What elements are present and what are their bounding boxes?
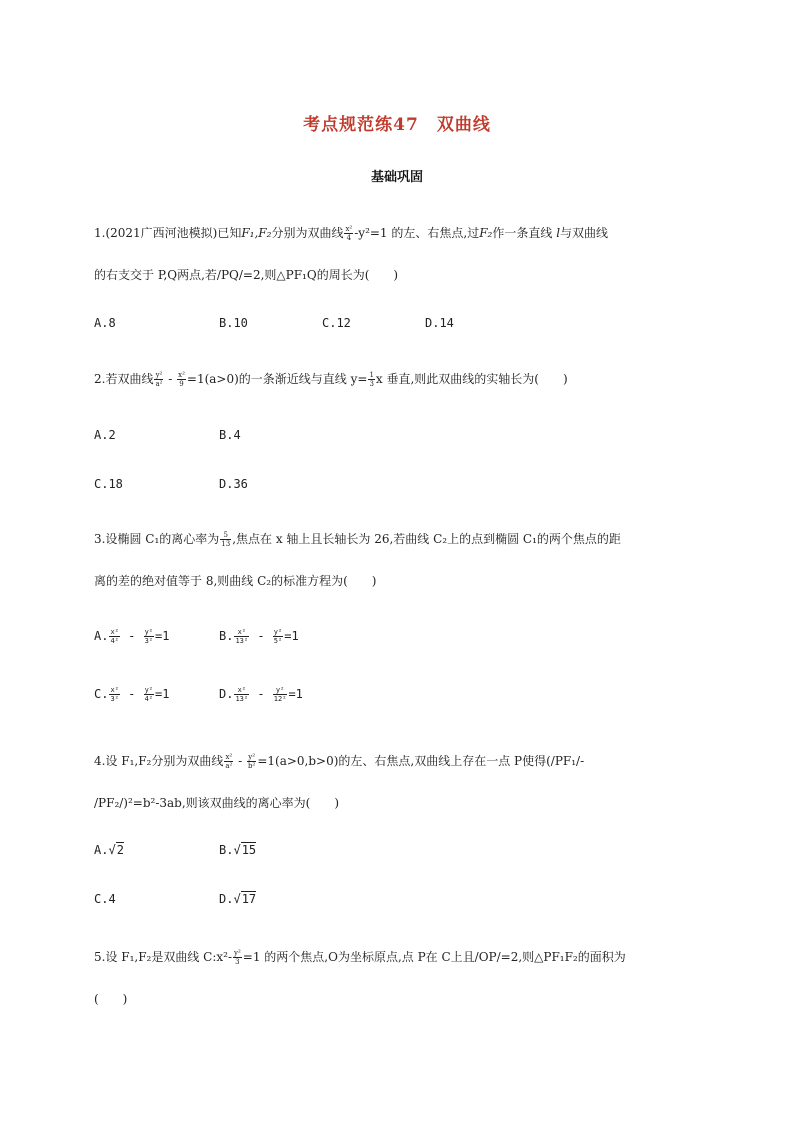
q1-text: 1.(2021广西河池模拟)已知 [94, 226, 242, 240]
q4-option-c: C.4 [94, 892, 116, 906]
q3-option-c: C. $\frac{\text{x²}}{\text{3²}}$ - $\frac{\text{y²}}{\text{4²}}$ =1 [94, 686, 170, 703]
q1-text: 分别为双曲线 [271, 226, 344, 240]
q3-option-d: D. $\frac{\text{x²}}{\text{13²}}$ - $\frac{\text{y²}}{\text{12²}}$ =1 [219, 686, 303, 703]
q2-fraction-1: $\frac{\text{y²}}{\text{a²}}$ [155, 371, 163, 388]
q2-option-c: C.18 [94, 477, 123, 491]
q4-fraction-2: $\frac{\text{y²}}{\text{b²}}$ [248, 753, 256, 770]
q5-fraction: $\frac{\text{y²}}{3}$ [234, 949, 241, 966]
q2-option-b: B.4 [219, 428, 241, 442]
question-2-line-1: 2.若双曲线 $\frac{\text{y²}}{\text{a²}}$ - $\frac{\text{x²}}{9}$ =1(a>0)的一条渐近线与直线 y= $\frac{1}{3}$ x 垂直,则此双曲线的实轴长为( ) [94, 371, 568, 388]
q2-option-d: D.36 [219, 477, 248, 491]
question-3-line-2: 离的差的绝对值等于 8,则曲线 C₂的标准方程为( ) [94, 574, 377, 588]
question-3-line-1: 3.设椭圆 C₁的离心率为 $\frac{5}{13}$ ,焦点在 x 轴上且长轴长为 26,若曲线 C₂上的点到椭圆 C₁的两个焦点的距 [94, 531, 621, 548]
q2-fraction-3: $\frac{1}{3}$ [369, 371, 374, 388]
q4-option-a: A.√2 [94, 843, 124, 857]
q1-fraction: $\frac{\text{x²}}{4}$ [345, 225, 353, 242]
q1-option-c: C.12 [322, 316, 351, 330]
question-5-line-1: 5.设 F₁,F₂是双曲线 C:x²- $\frac{\text{y²}}{3}$ =1 的两个焦点,O为坐标原点,点 P在 C上且/OP/=2,则△PF₁F₂的面积为 [94, 949, 626, 966]
q3-option-b: B. $\frac{\text{x²}}{\text{13²}}$ - $\frac{\text{y²}}{\text{5²}}$ =1 [219, 628, 299, 645]
q4-option-b: B.√15 [219, 843, 257, 857]
page-title: 考点规范练47 双曲线 [303, 115, 491, 135]
q4-option-d: D.√17 [219, 892, 257, 906]
q1-option-d: D.14 [425, 316, 454, 330]
q1-option-b: B.10 [219, 316, 248, 330]
question-5-line-2: ( ) [94, 992, 128, 1006]
q1-text: 作一条直线 [492, 226, 553, 240]
q1-l: l [556, 226, 561, 240]
q1-option-a: A.8 [94, 316, 116, 330]
q4-fraction-1: $\frac{\text{x²}}{\text{a²}}$ [225, 753, 233, 770]
q1-text: 与双曲线 [560, 226, 609, 240]
q1-foci: F₁,F₂ [241, 226, 272, 240]
q2-fraction-2: $\frac{\text{x²}}{9}$ [178, 371, 185, 388]
q1-f2: F₂ [479, 226, 493, 240]
section-heading: 基础巩固 [370, 170, 423, 185]
question-1-line-1 [94, 224, 608, 242]
q3-option-a: A. $\frac{\text{x²}}{\text{4²}}$ - $\frac{\text{y²}}{\text{3²}}$ =1 [94, 628, 170, 645]
question-1-line-2: 的右支交于 P,Q两点,若/PQ/=2,则△PF₁Q的周长为( ) [94, 268, 399, 282]
q1-text: -y²=1 的左、右焦点,过 [354, 226, 480, 240]
q3-fraction: $\frac{5}{13}$ [221, 531, 231, 548]
question-4-line-2: /PF₂/)²=b²-3ab,则该双曲线的离心率为( ) [94, 796, 340, 810]
q2-option-a: A.2 [94, 428, 116, 442]
question-4-line-1: 4.设 F₁,F₂分别为双曲线 $\frac{\text{x²}}{\text{a²}}$ - $\frac{\text{y²}}{\text{b²}}$ =1(a>0,b>0)的左、右焦点,双曲线上存在一点 P使得(/PF₁/- [94, 753, 585, 770]
